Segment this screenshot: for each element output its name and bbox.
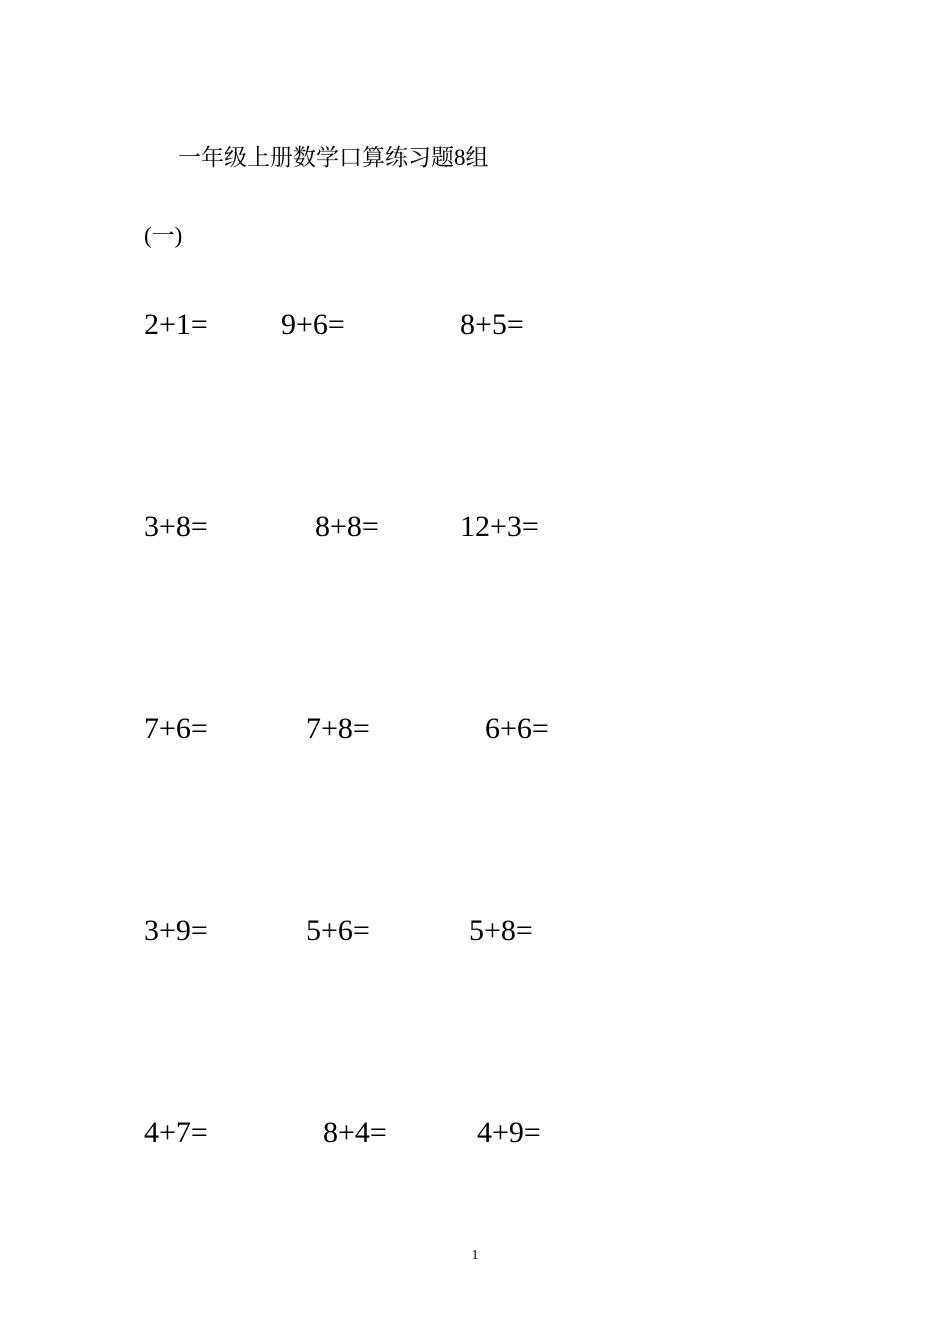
section-label: (一) — [144, 223, 183, 248]
problem: 6+6= — [485, 712, 549, 745]
problem: 8+8= — [315, 510, 379, 543]
problem: 3+8= — [144, 510, 208, 543]
problem: 8+4= — [323, 1116, 387, 1149]
page-title: 一年级上册数学口算练习题8组 — [178, 145, 489, 170]
problem: 8+5= — [460, 308, 524, 341]
problem: 12+3= — [460, 510, 539, 543]
problem-row — [0, 709, 950, 749]
problem: 4+9= — [477, 1116, 541, 1149]
problem: 9+6= — [281, 308, 345, 341]
problem: 4+7= — [144, 1116, 208, 1149]
problem-row — [0, 305, 950, 345]
problem: 7+6= — [144, 712, 208, 745]
problem-row — [0, 911, 950, 951]
problem: 2+1= — [144, 308, 208, 341]
page-number: 1 — [471, 1248, 479, 1263]
problem: 5+8= — [469, 914, 533, 947]
problem-row — [0, 1113, 950, 1153]
problem: 7+8= — [306, 712, 370, 745]
problem: 5+6= — [306, 914, 370, 947]
problem: 3+9= — [144, 914, 208, 947]
problem-row — [0, 507, 950, 547]
